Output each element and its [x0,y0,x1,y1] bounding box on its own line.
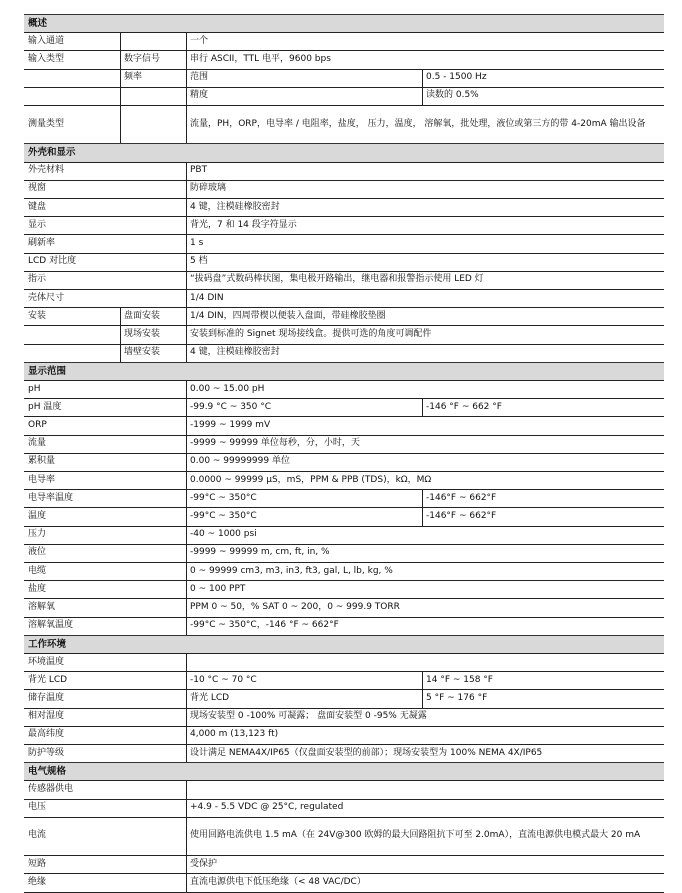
section-header [24,143,664,161]
table-cell: LCD 对比度 [28,256,77,267]
table-cell: 防护等级 [28,747,65,758]
table-cell: 视窗 [28,183,47,194]
table-cell: 输入通道 [28,35,65,46]
table-cell: 压力 [28,529,47,540]
table-row [24,380,664,398]
table-row [24,617,664,635]
table-cell: -146 °F ~ 662 °F [426,401,502,412]
table-cell: 壳体尺寸 [28,292,65,303]
table-cell: -40 ~ 1000 psi [190,529,257,540]
table-cell: 累积量 [28,456,56,467]
table-row [24,216,664,234]
table-cell: 14 °F ~ 158 °F [426,674,493,685]
table-row [24,799,664,817]
table-cell: 传感器供电 [28,783,74,794]
table-cell [120,32,186,50]
table-cell: 0.00 ~ 15.00 pH [190,383,265,394]
table-row [24,307,664,325]
table-cell: 频率 [124,72,143,83]
table-row [24,562,664,580]
table-row [24,580,664,598]
table-cell [120,105,186,143]
table-row [24,598,664,616]
table-row [24,780,664,798]
table-cell: 精度 [190,90,209,101]
table-cell: PBT [190,165,208,176]
table-row [24,69,664,87]
table-cell: 防碎玻璃 [190,183,227,194]
table-cell: -99°C ~ 350°C，-146 °F ~ 662°F [190,620,339,631]
table-cell: 现场安装 [124,328,161,339]
table-cell: 盘面安装 [124,310,161,321]
table-cell: 流量 [28,438,47,449]
table-row [24,398,664,416]
table-row [24,198,664,216]
table-cell: 背光 LCD [190,692,230,703]
table-row [24,325,664,343]
table-row [24,271,664,289]
table-cell: 显示 [28,219,47,230]
table-cell: “拔码盘”式数码棒状图，集电极开路输出，继电器和报警指示使用 LED 灯 [190,274,484,285]
table-cell: 背光，7 和 14 段字符显示 [190,219,297,230]
table-cell: 电流 [28,830,47,841]
table-cell: 设计满足 NEMA4X/IP65（仅盘面安装型的前部）；现场安装型为 100% NEMA 4X/IP65 [190,747,543,758]
table-row [24,344,664,362]
section-header [24,362,664,380]
table-cell: 最高纬度 [28,729,65,740]
table-cell: -99.9 °C ~ 350 °C [190,401,272,412]
table-cell: 储存温度 [28,692,65,703]
section-title: 显示范围 [28,365,67,377]
table-cell [186,653,664,671]
table-cell: 4,000 m (13,123 ft) [190,729,279,740]
table-cell: 安装到标准的 Signet 现场接线盒。提供可选的角度可调配件 [190,328,432,339]
table-cell: pH [28,383,41,394]
table-cell: pH 温度 [28,401,62,412]
table-cell: 绝缘 [28,876,47,887]
table-cell: 温度 [28,510,47,521]
table-cell: 环境温度 [28,656,65,667]
table-row [24,162,664,180]
table-cell: 液位 [28,547,47,558]
table-cell: 串行 ASCII，TTL 电平，9600 bps [190,53,331,64]
table-row [24,32,664,50]
section-header [24,762,664,780]
table-row [24,180,664,198]
table-cell: 电导率 [28,474,56,485]
table-row [24,526,664,544]
table-row [24,435,664,453]
table-row [24,489,664,507]
table-cell: 墙壁安装 [124,347,161,358]
table-row [24,453,664,471]
table-row [24,471,664,489]
table-row [24,507,664,525]
table-cell: 1/4 DIN [190,292,224,303]
table-cell: 0.0000 ~ 99999 μS，mS，PPM & PPB (TDS)，kΩ，MΩ [190,474,432,485]
section-title: 电气规格 [28,766,67,778]
table-cell: PPM 0 ~ 50，% SAT 0 ~ 200，0 ~ 999.9 TORR [190,601,400,612]
table-cell: 溶解氧 [28,601,56,612]
table-cell: 数字信号 [124,53,161,64]
table-row [24,671,664,689]
table-row [24,105,664,143]
table-cell: 受保护 [190,858,218,869]
table-cell: 4 键，注模硅橡胶密封 [190,201,280,212]
table-cell: -146°F ~ 662°F [426,510,497,521]
table-cell: 短路 [28,858,47,869]
table-cell: -146°F ~ 662°F [426,492,497,503]
table-row [24,234,664,252]
table-row [24,744,664,762]
table-row [24,416,664,434]
table-cell: 1/4 DIN，四周带楔以便装入盘面，带硅橡胶垫圈 [190,310,386,321]
table-cell: -9999 ~ 99999 m, cm, ft, in, % [190,547,330,558]
table-cell: 电缆 [28,565,47,576]
table-cell: 溶解氧温度 [28,620,74,631]
table-cell: -10 °C ~ 70 °C [190,674,257,685]
table-cell: -9999 ~ 99999 单位每秒，分，小时，天 [190,438,360,449]
table-cell: 指示 [28,274,47,285]
table-cell: 输入类型 [28,53,65,64]
table-cell: 流量，PH，ORP，电导率 / 电阻率，盐度， 压力，温度， 溶解氧，批处理，液位或第三方的带 4-20mA 输出设备 [190,118,646,129]
table-cell: 测量类型 [28,118,65,129]
table-row [24,87,664,105]
table-cell: 0.5 - 1500 Hz [426,72,487,83]
table-cell: -1999 ~ 1999 mV [190,419,271,430]
table-cell: 电压 [28,802,47,813]
table-cell [24,344,120,362]
table-row [24,873,664,891]
table-cell: 外壳材料 [28,165,65,176]
section-title: 外壳和显示 [28,147,76,159]
table-row [24,50,664,68]
table-cell: 0 ~ 99999 cm3, m3, in3, ft3, gal, L, lb, kg, % [190,565,393,576]
table-cell: 5 °F ~ 176 °F [426,692,488,703]
table-row [24,689,664,707]
table-row [24,653,664,671]
table-cell: 相对湿度 [28,711,65,722]
table-cell: 直流电源供电下低压绝缘（< 48 VAC/DC） [190,876,366,887]
table-row [24,726,664,744]
table-cell [24,69,120,87]
table-cell: 使用回路电流供电 1.5 mA（在 24V@300 欧姆的最大回路阻抗下可至 2.0mA），直流电源供电模式最大 20 mA [190,830,641,841]
table-cell: 4 键，注模硅橡胶密封 [190,347,280,358]
table-cell [24,87,120,105]
table-cell [186,780,664,798]
table-cell: 现场安装型 0 -100% 可凝露； 盘面安装型 0 -95% 无凝露 [190,711,427,722]
table-cell: ORP [28,419,47,430]
table-cell: 安装 [28,310,47,321]
section-title: 概述 [28,18,48,30]
table-cell: -99°C ~ 350°C [190,510,257,521]
table-row [24,253,664,271]
table-cell: 盐度 [28,583,47,594]
table-row [24,817,664,855]
table-cell: 刷新率 [28,237,56,248]
table-cell: 0 ~ 100 PPT [190,583,246,594]
table-cell: 5 档 [190,256,208,267]
table-cell: 背光 LCD [28,674,68,685]
table-cell: 一个 [190,35,209,46]
table-cell: 电导率温度 [28,492,74,503]
section-title: 工作环境 [28,638,67,650]
section-header [24,635,664,653]
table-cell: 1 s [190,237,204,248]
table-cell: 键盘 [28,201,47,212]
table-rule [24,892,664,893]
table-cell: -99°C ~ 350°C [190,492,257,503]
table-cell: 0.00 ~ 99999999 单位 [190,456,290,467]
table-cell [24,325,120,343]
table-row [24,855,664,873]
table-cell: 范围 [190,72,209,83]
table-row [24,289,664,307]
section-header [24,14,664,32]
table-row [24,544,664,562]
table-cell: +4.9 - 5.5 VDC @ 25°C, regulated [190,802,344,813]
table-cell: 读数的 0.5% [426,90,479,101]
table-row [24,708,664,726]
table-cell [120,87,186,105]
